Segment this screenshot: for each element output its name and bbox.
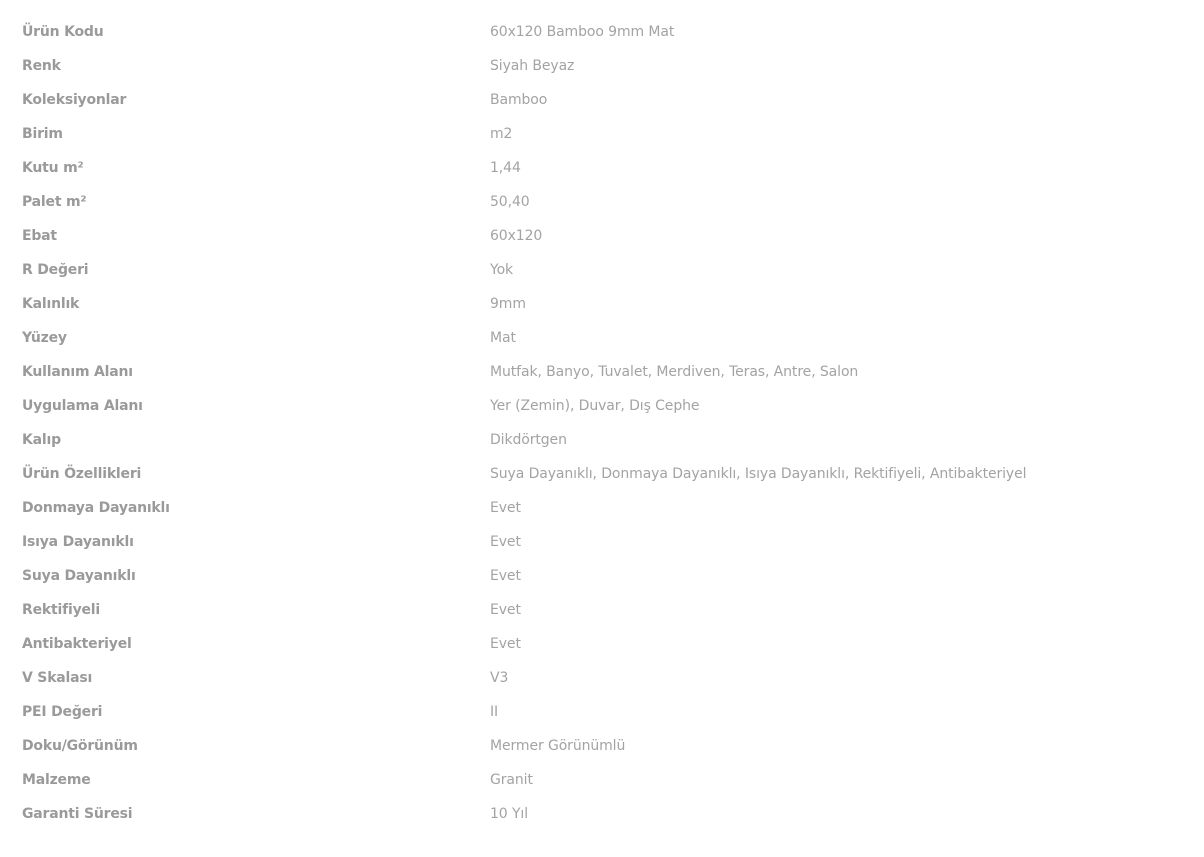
spec-value: Mat — [490, 330, 516, 346]
spec-row-garanti-suresi — [0, 797, 1204, 831]
spec-value: Bamboo — [490, 92, 548, 108]
spec-row-renk — [0, 49, 1204, 83]
spec-label: Garanti Süresi — [22, 806, 133, 822]
spec-value: Yer (Zemin), Duvar, Dış Cephe — [490, 398, 700, 414]
spec-label: Suya Dayanıklı — [22, 568, 136, 584]
spec-row-doku-gorunum — [0, 729, 1204, 763]
spec-label: R Değeri — [22, 262, 89, 278]
spec-row-urun-ozellikleri — [0, 457, 1204, 491]
spec-value: 10 Yıl — [490, 806, 528, 822]
spec-row-koleksiyonlar — [0, 83, 1204, 117]
spec-label: Kalıp — [22, 432, 61, 448]
spec-row-suya-dayanikli — [0, 559, 1204, 593]
spec-label: Ebat — [22, 228, 57, 244]
spec-row-kalinlik — [0, 287, 1204, 321]
spec-row-kalip — [0, 423, 1204, 457]
spec-label: Yüzey — [22, 330, 67, 346]
spec-value: Siyah Beyaz — [490, 58, 575, 74]
spec-row-malzeme — [0, 763, 1204, 797]
spec-row-rektifiyeli — [0, 593, 1204, 627]
spec-label: Uygulama Alanı — [22, 398, 143, 414]
spec-row-kullanim-alani — [0, 355, 1204, 389]
spec-row-isiya-dayanikli — [0, 525, 1204, 559]
spec-value: Evet — [490, 636, 521, 652]
spec-row-palet-m2 — [0, 185, 1204, 219]
spec-label: Antibakteriyel — [22, 636, 132, 652]
spec-row-uygulama-alani — [0, 389, 1204, 423]
spec-row-pei-degeri — [0, 695, 1204, 729]
spec-value: 60x120 Bamboo 9mm Mat — [490, 24, 675, 40]
spec-label: Doku/Görünüm — [22, 738, 138, 754]
spec-value: 60x120 — [490, 228, 543, 244]
spec-label: Donmaya Dayanıklı — [22, 500, 170, 516]
spec-value: 50,40 — [490, 194, 530, 210]
spec-row-yuzey — [0, 321, 1204, 355]
spec-value: 9mm — [490, 296, 526, 312]
spec-value: Granit — [490, 772, 533, 788]
spec-row-urun-kodu — [0, 15, 1204, 49]
spec-value: Yok — [490, 262, 514, 278]
spec-value: V3 — [490, 670, 509, 686]
spec-label: Rektifiyeli — [22, 602, 100, 618]
spec-label: Isıya Dayanıklı — [22, 534, 134, 550]
spec-row-kutu-m2 — [0, 151, 1204, 185]
spec-value: m2 — [490, 126, 513, 142]
spec-value: Suya Dayanıklı, Donmaya Dayanıklı, Isıya Dayanıklı, Rektifiyeli, Antibakteriyel — [490, 466, 1027, 482]
spec-value: Dikdörtgen — [490, 432, 567, 448]
spec-value: II — [490, 704, 499, 720]
spec-row-birim — [0, 117, 1204, 151]
spec-label: Palet m² — [22, 194, 87, 210]
spec-row-ebat — [0, 219, 1204, 253]
spec-row-v-skalasi — [0, 661, 1204, 695]
spec-row-r-degeri — [0, 253, 1204, 287]
spec-label: Malzeme — [22, 772, 91, 788]
spec-label: V Skalası — [22, 670, 93, 686]
spec-label: Renk — [22, 58, 61, 74]
spec-value: Evet — [490, 568, 521, 584]
spec-label: Ürün Kodu — [22, 24, 104, 40]
spec-label: Koleksiyonlar — [22, 92, 127, 108]
spec-value: Evet — [490, 602, 521, 618]
spec-label: Kutu m² — [22, 160, 84, 176]
spec-value: Mermer Görünümlü — [490, 738, 626, 754]
spec-label: Ürün Özellikleri — [22, 466, 142, 482]
spec-value: Evet — [490, 500, 521, 516]
spec-label: Kullanım Alanı — [22, 364, 133, 380]
spec-label: Kalınlık — [22, 296, 80, 312]
spec-value: Evet — [490, 534, 521, 550]
spec-row-donmaya-dayanikli — [0, 491, 1204, 525]
spec-label: Birim — [22, 126, 63, 142]
spec-label: PEI Değeri — [22, 704, 103, 720]
spec-value: Mutfak, Banyo, Tuvalet, Merdiven, Teras, Antre, Salon — [490, 364, 859, 380]
spec-value: 1,44 — [490, 160, 521, 176]
spec-row-antibakteriyel — [0, 627, 1204, 661]
